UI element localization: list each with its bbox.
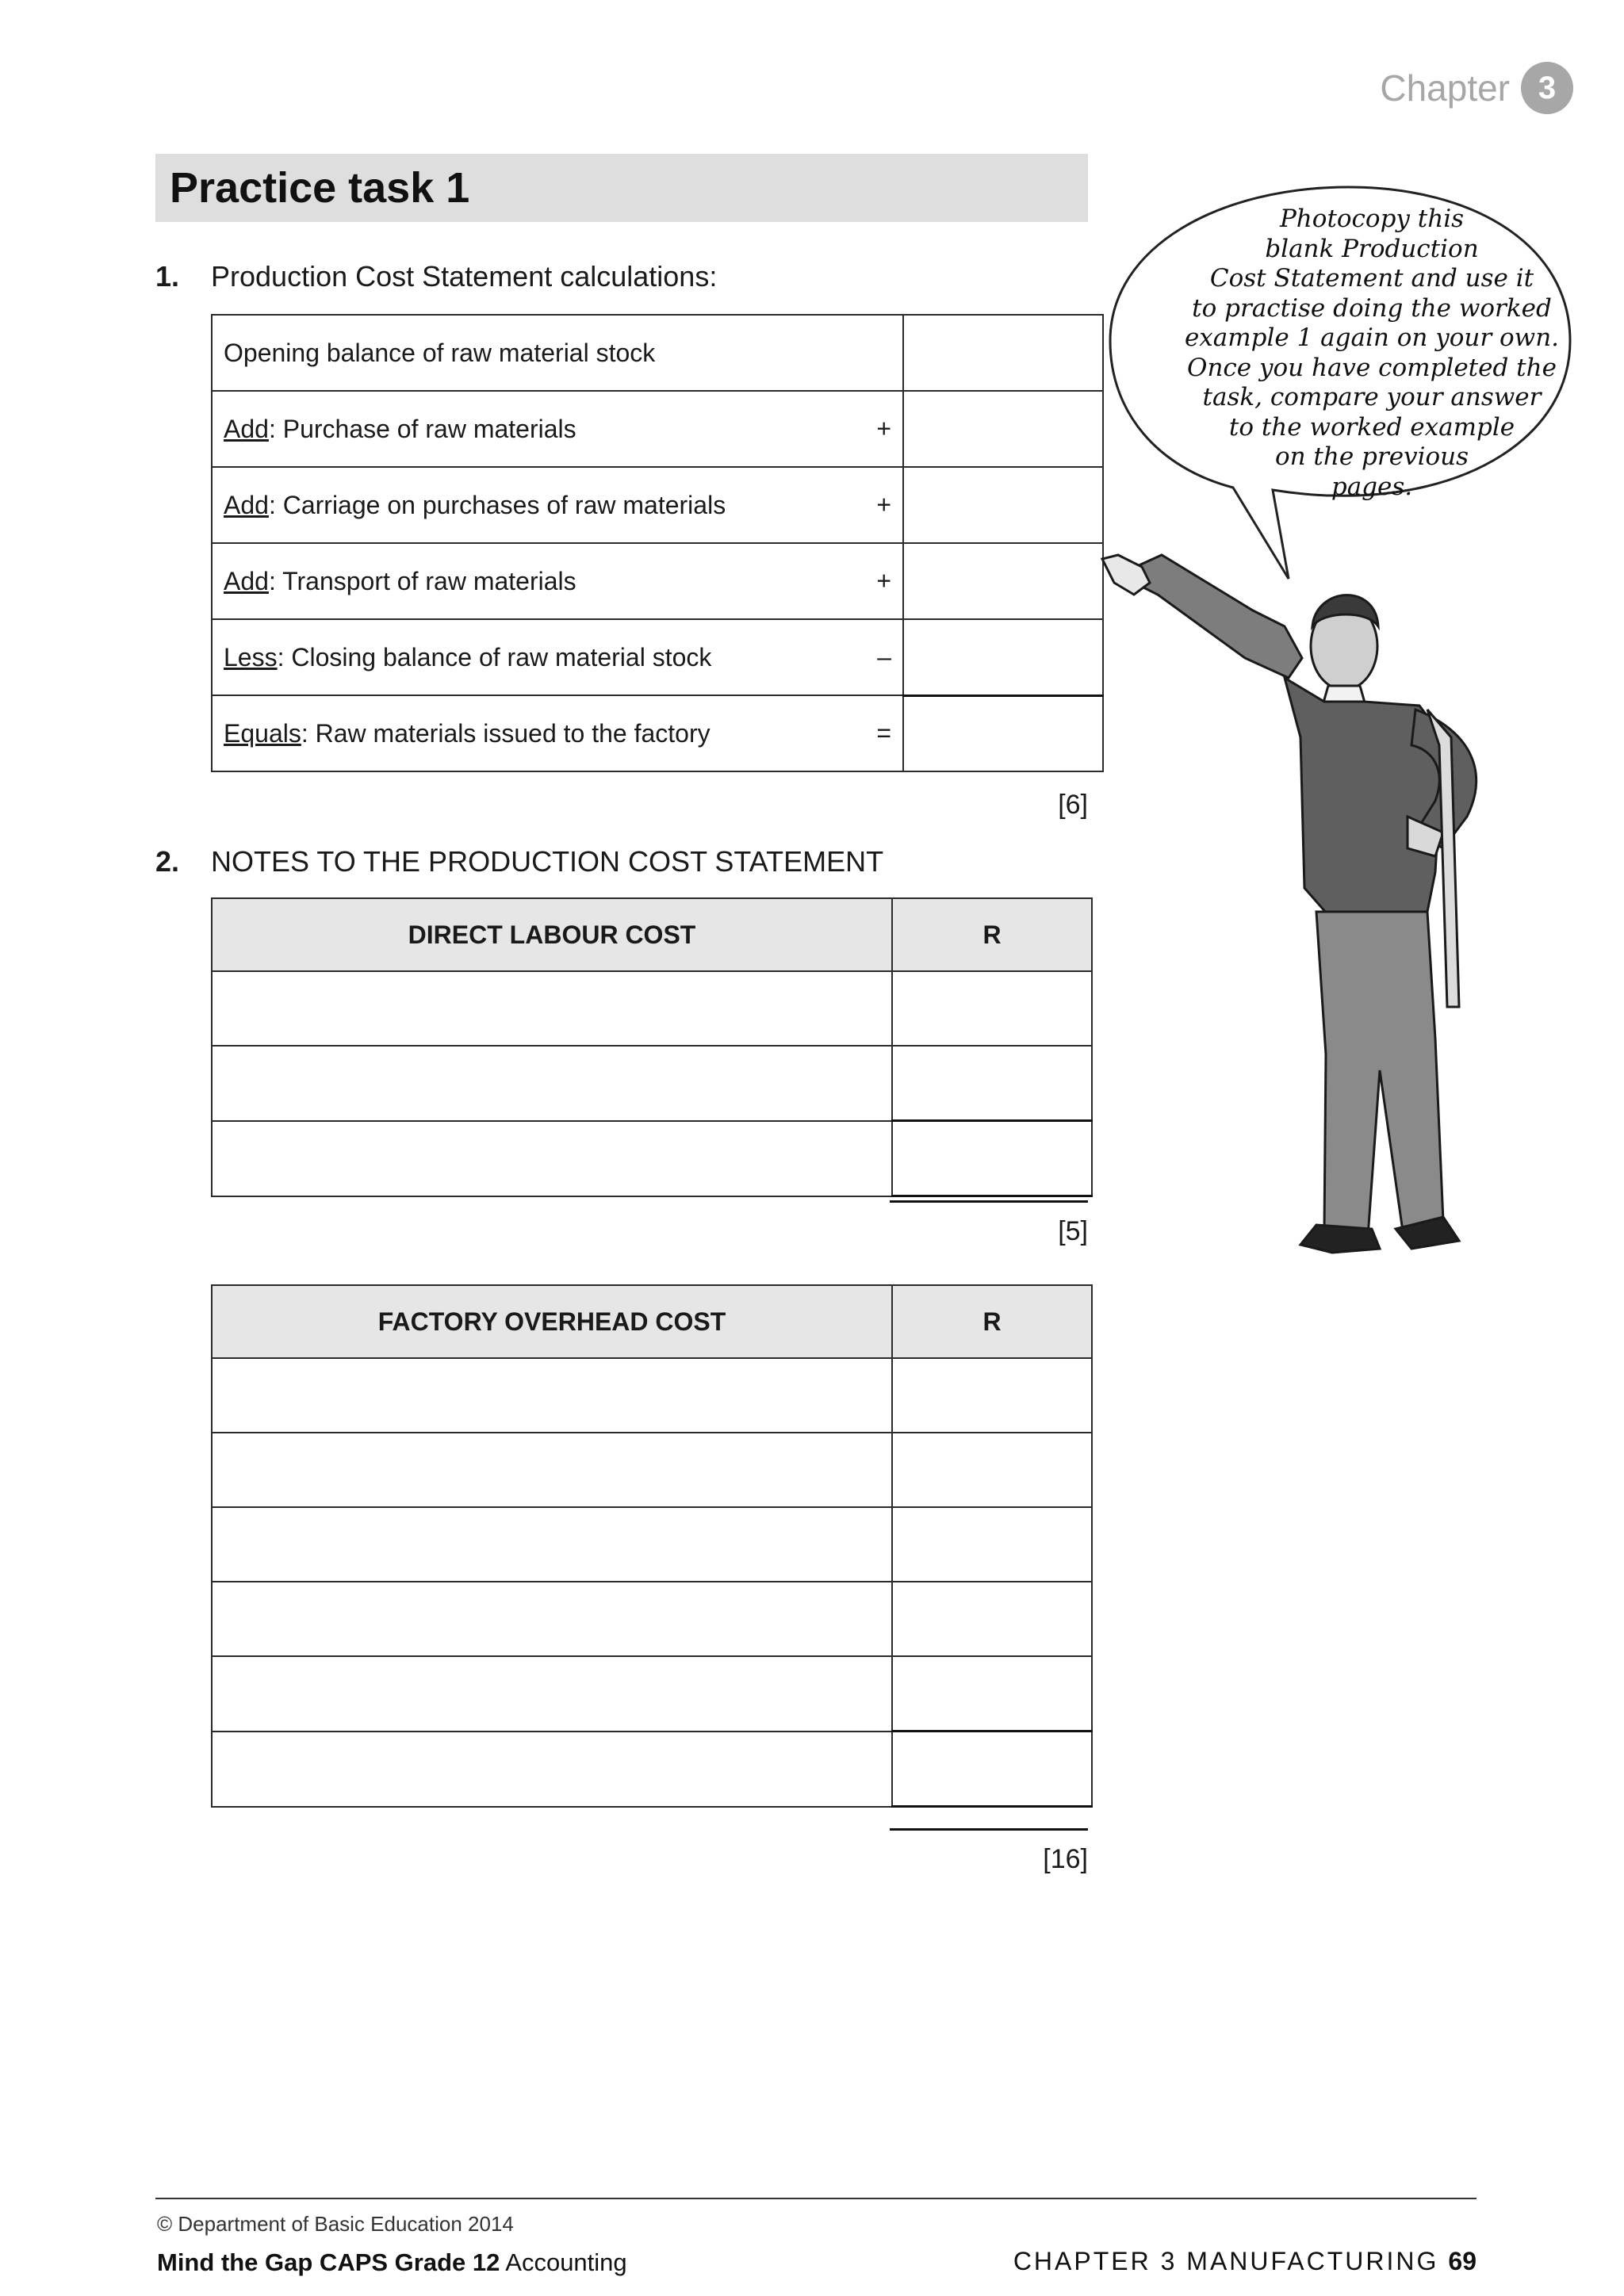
- bubble-line: task, compare your answer: [1202, 383, 1542, 411]
- overhead-marks: [16]: [1043, 1844, 1088, 1874]
- q1-marks: [6]: [1058, 790, 1088, 820]
- row-prefix: Add: [224, 490, 269, 519]
- row-prefix: Add: [224, 414, 269, 443]
- table-header-row: [212, 1285, 1092, 1358]
- q2-heading: [155, 845, 179, 878]
- description-cell[interactable]: [212, 1046, 892, 1121]
- amount-cell[interactable]: [903, 467, 1103, 543]
- amount-cell[interactable]: [903, 315, 1103, 391]
- chapter-label: Chapter: [1380, 67, 1510, 109]
- amount-cell[interactable]: [892, 1358, 1092, 1433]
- q1-text: Production Cost Statement calculations:: [211, 260, 718, 293]
- amount-cell[interactable]: [903, 695, 1103, 771]
- row-label: : Carriage on purchases of raw materials: [268, 490, 726, 519]
- footer-book-title: [157, 2248, 627, 2277]
- row-sign: –: [877, 642, 891, 672]
- row-sign: +: [876, 414, 891, 443]
- row-sign: =: [876, 718, 891, 748]
- amount-cell[interactable]: [892, 1121, 1092, 1196]
- column-header-amount: R: [892, 898, 1092, 971]
- amount-cell[interactable]: [892, 1656, 1092, 1732]
- bubble-line: Once you have completed the: [1187, 353, 1557, 382]
- description-cell[interactable]: [212, 971, 892, 1046]
- footer-book-subject: Accounting: [500, 2248, 627, 2276]
- table-header-row: [212, 898, 1092, 971]
- bubble-line: to the worked example: [1228, 412, 1515, 442]
- amount-cell[interactable]: [892, 1507, 1092, 1582]
- table-row: [212, 1433, 1092, 1507]
- bubble-line: blank Production: [1265, 234, 1479, 263]
- table-row: [212, 695, 1103, 771]
- description-cell[interactable]: [212, 1507, 892, 1582]
- amount-cell[interactable]: [892, 1046, 1092, 1121]
- row-label: : Closing balance of raw material stock: [277, 642, 712, 672]
- footer-chapter: [1013, 2247, 1477, 2276]
- row-prefix: Add: [224, 566, 269, 595]
- bubble-line: Cost Statement and use it: [1209, 264, 1534, 293]
- q1-number: 1.: [155, 260, 180, 293]
- table-row: [212, 467, 1103, 543]
- amount-cell[interactable]: [903, 543, 1103, 619]
- total-rule: [890, 1828, 1088, 1831]
- description-cell[interactable]: [212, 1732, 892, 1807]
- row-label: : Raw materials issued to the factory: [301, 718, 710, 748]
- description-cell[interactable]: [212, 1358, 892, 1433]
- column-header-description: DIRECT LABOUR COST: [212, 898, 892, 971]
- table-row: [212, 1656, 1092, 1732]
- student-figure: [1102, 555, 1477, 1253]
- footer-divider: [155, 2198, 1477, 2199]
- table-row: [212, 1046, 1092, 1121]
- footer-chapter-text: CHAPTER 3 MANUFACTURING: [1013, 2247, 1439, 2275]
- q2-text: NOTES TO THE PRODUCTION COST STATEMENT: [211, 845, 884, 878]
- amount-cell[interactable]: [903, 619, 1103, 695]
- bubble-line: Photocopy this: [1279, 205, 1465, 233]
- chapter-number-badge: 3: [1521, 62, 1573, 114]
- table-row: [212, 1507, 1092, 1582]
- task-title-banner: [155, 154, 1088, 222]
- bubble-line: to practise doing the worked: [1192, 293, 1552, 323]
- bubble-line: on the previous: [1274, 442, 1469, 471]
- footer-copyright: © Department of Basic Education 2014: [157, 2212, 514, 2236]
- chapter-marker: [1380, 62, 1573, 114]
- table-row: [212, 971, 1092, 1046]
- row-description: [212, 467, 903, 543]
- q1-heading: [155, 260, 179, 293]
- amount-cell[interactable]: [892, 1433, 1092, 1507]
- production-cost-table: [211, 314, 1104, 772]
- table-row: [212, 1732, 1092, 1807]
- description-cell[interactable]: [212, 1582, 892, 1656]
- description-cell[interactable]: [212, 1121, 892, 1196]
- table-row: [212, 1358, 1092, 1433]
- table-row: [212, 1582, 1092, 1656]
- page-number: 69: [1448, 2247, 1477, 2275]
- description-cell[interactable]: [212, 1433, 892, 1507]
- total-rule: [890, 1200, 1088, 1203]
- task-title: Practice task 1: [170, 164, 470, 212]
- row-sign: +: [876, 566, 891, 595]
- row-sign: +: [876, 490, 891, 519]
- amount-cell[interactable]: [892, 1582, 1092, 1656]
- direct-labour-table: [211, 897, 1093, 1197]
- table-row: [212, 619, 1103, 695]
- amount-cell[interactable]: [892, 1732, 1092, 1807]
- q2-number: 2.: [155, 845, 180, 878]
- speech-bubble-text: [1166, 205, 1578, 502]
- column-header-amount: R: [892, 1285, 1092, 1358]
- row-label: : Purchase of raw materials: [268, 414, 576, 443]
- table-row: [212, 391, 1103, 467]
- row-description: [212, 391, 903, 467]
- row-description: [212, 619, 903, 695]
- table-row: [212, 1121, 1092, 1196]
- column-header-description: FACTORY OVERHEAD COST: [212, 1285, 892, 1358]
- description-cell[interactable]: [212, 1656, 892, 1732]
- row-label: Opening balance of raw material stock: [224, 338, 656, 367]
- row-description: [212, 543, 903, 619]
- amount-cell[interactable]: [892, 971, 1092, 1046]
- amount-cell[interactable]: [903, 391, 1103, 467]
- row-prefix: Equals: [224, 718, 301, 748]
- footer-book-title-bold: Mind the Gap CAPS Grade 12: [157, 2248, 500, 2276]
- row-description: [212, 695, 903, 771]
- row-prefix: Less: [224, 642, 278, 672]
- table-row: [212, 543, 1103, 619]
- row-label: : Transport of raw materials: [268, 566, 576, 595]
- factory-overhead-table: [211, 1284, 1093, 1808]
- bubble-line: example 1 again on your own.: [1184, 323, 1560, 352]
- bubble-line: pages.: [1331, 472, 1413, 501]
- labour-marks: [5]: [1058, 1216, 1088, 1246]
- row-description: [212, 315, 903, 391]
- table-row: [212, 315, 1103, 391]
